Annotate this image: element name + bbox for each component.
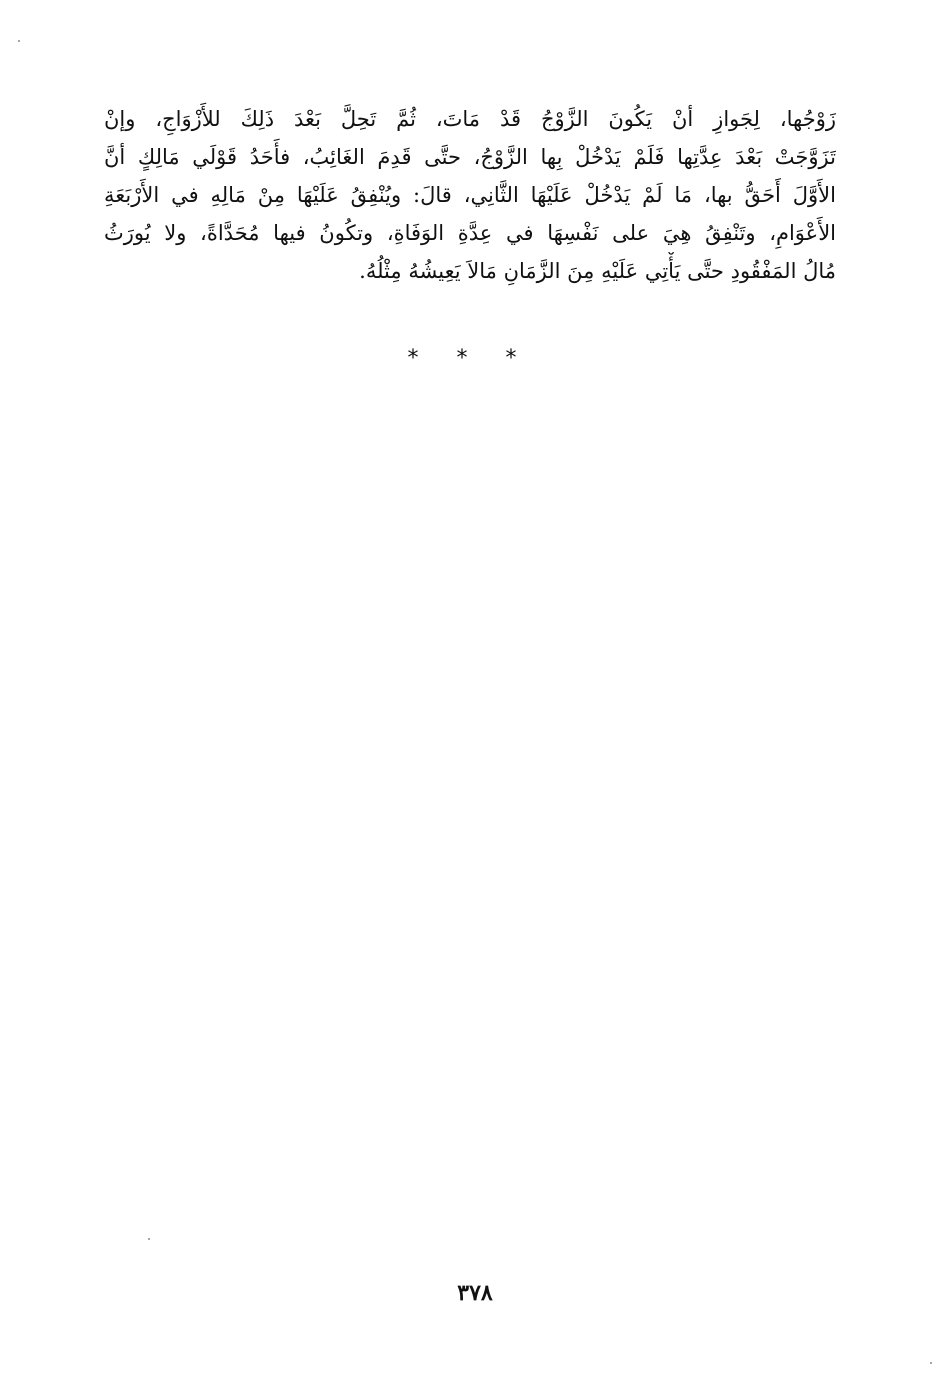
page-number: ٣٧٨: [457, 1280, 493, 1306]
separator-asterisk-3: *: [505, 346, 543, 371]
separator-asterisk-1: *: [407, 346, 445, 371]
text-line-2: تَزَوَّجَتْ بَعْدَ عِدَّتِها فَلَمْ يَدْخُلْ بِها الزَّوْجُ، حتَّى قَدِمَ الغَائِبُ، فأَحَدُ قَوْلَي مَالِكٍ أنَّ: [104, 145, 836, 169]
text-line-1: زَوْجُها، لِجَوازِ أنْ يَكُونَ الزَّوْجُ قَدْ مَاتَ، ثُمَّ تَحِلَّ بَعْدَ ذَلِكَ للأَزْوَاجِ، وإنْ: [104, 107, 836, 131]
text-line-5: مُالُ المَفْقُودِ حتَّى يَأْتِي عَلَيْهِ مِنَ الزَّمَانِ مَالاَ يَعِيشُهُ مِثْلُهُ.: [359, 259, 836, 283]
text-line-3: الأَوَّلَ أَحَقُّ بها، مَا لَمْ يَدْخُلْ عَلَيْهَا الثَّانِي، قالَ: ويُنْفِقُ عَلَيْهَا مِنْ مَالِهِ في الأَرْبَعَةِ: [104, 183, 836, 207]
body-text: [104, 100, 836, 290]
scan-speck: [18, 40, 20, 42]
text-line-4: الأَعْوَامِ، وتَنْفِقُ هِيَ على نَفْسِهَا في عِدَّةِ الوَفَاةِ، وتكُونُ فيها مُحَدَّاةً، ولا يُورَثُ: [104, 221, 836, 245]
scan-speck: [930, 1362, 932, 1364]
scan-speck: [148, 1238, 150, 1240]
section-separator: [0, 346, 950, 371]
separator-asterisk-2: *: [456, 346, 494, 371]
